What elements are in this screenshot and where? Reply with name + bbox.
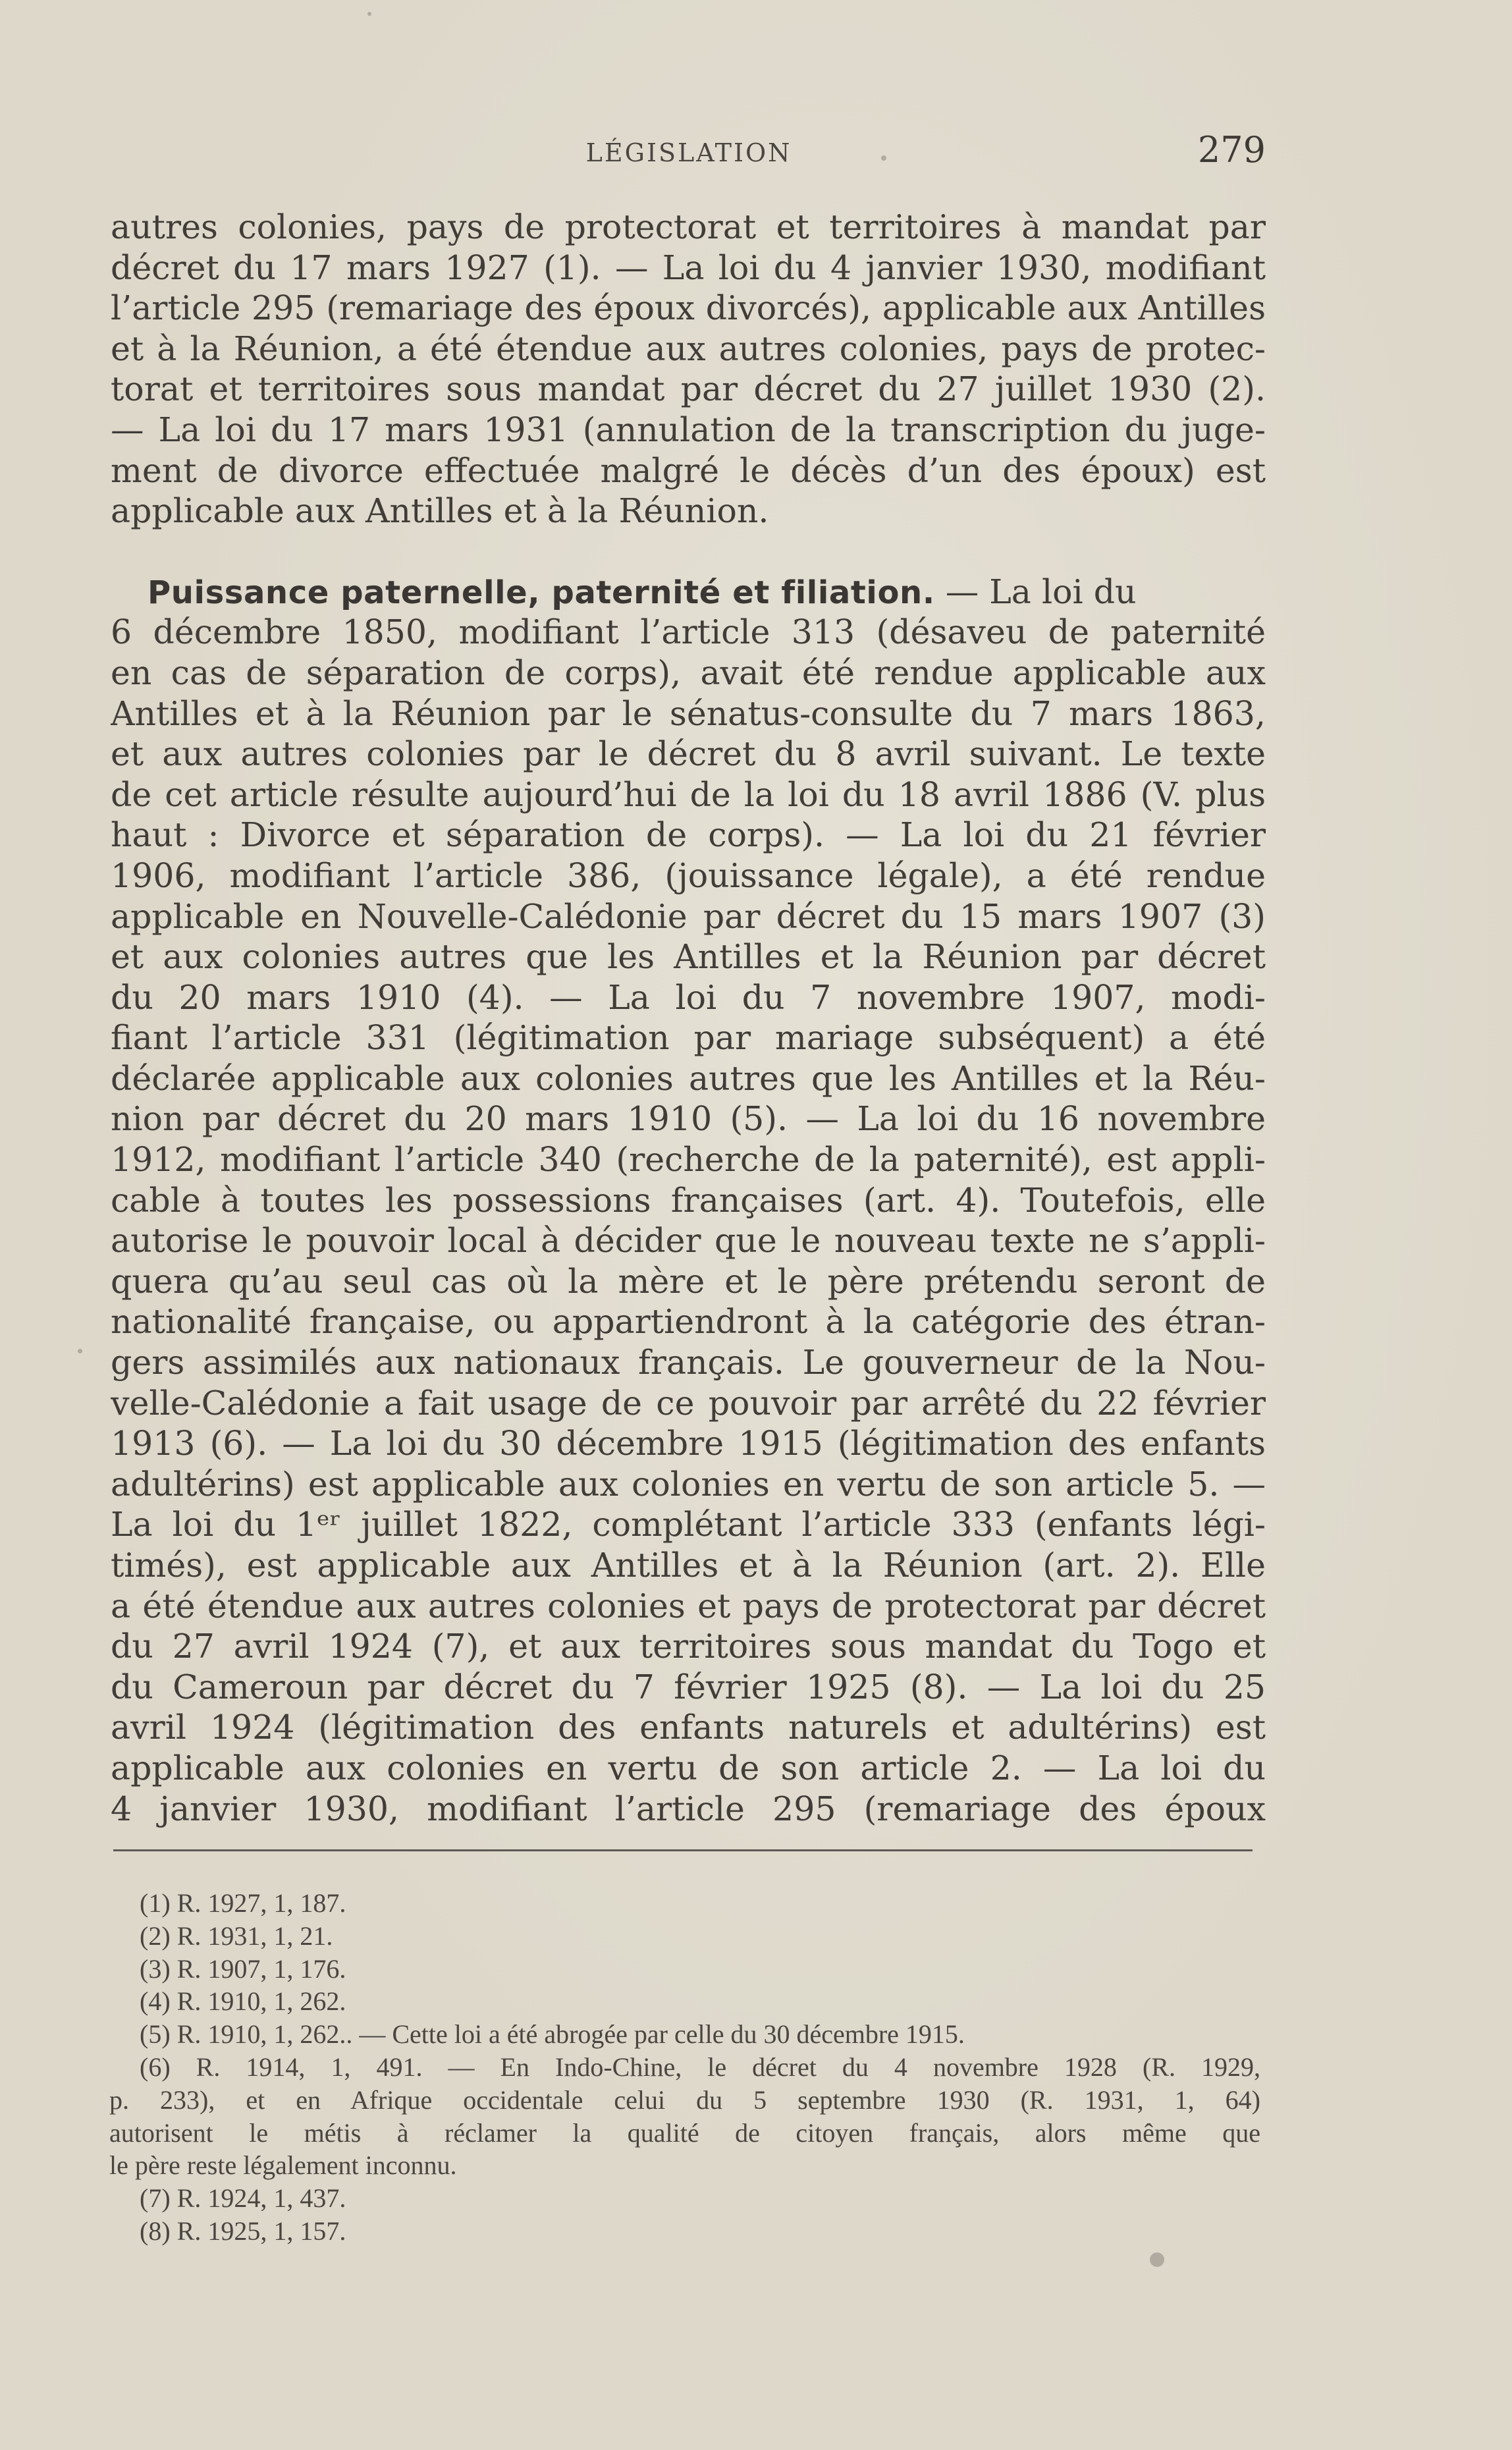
paper-speck	[1150, 2252, 1164, 2267]
text-line: a été étendue aux autres colonies et pays de protectorat par décret	[111, 1586, 1266, 1625]
text-line: l’article 295 (remariage des époux divorcés), applicable aux Antilles	[111, 288, 1266, 328]
text-line: décret du 17 mars 1927 (1). — La loi du 4 janvier 1930, modifiant	[111, 248, 1266, 287]
text-line: cable à toutes les possessions françaises (art. 4). Toutefois, elle	[111, 1180, 1266, 1220]
text-line: haut : Divorce et séparation de corps). — La loi du 21 février	[111, 815, 1266, 855]
text-line: et aux autres colonies par le décret du 8 avril suivant. Le texte	[111, 734, 1266, 774]
text-line: déclarée applicable aux colonies autres que les Antilles et la Réu-	[111, 1058, 1266, 1098]
text-line: ment de divorce effectuée malgré le décès d’un des époux) est	[111, 450, 1266, 490]
footnote-8: (8) R. 1925, 1, 157.	[140, 2216, 346, 2246]
paper-speck	[881, 155, 886, 161]
text-line: autorise le pouvoir local à décider que le nouveau texte ne s’appli-	[111, 1221, 1266, 1261]
text-line: adultérins) est applicable aux colonies en vertu de son article 5. —	[111, 1464, 1266, 1504]
section-first-line	[111, 572, 1266, 612]
text-line: du 20 mars 1910 (4). — La loi du 7 novembre 1907, modi-	[111, 977, 1266, 1017]
text-line: de cet article résulte aujourd’hui de la loi du 18 avril 1886 (V. plus	[111, 775, 1266, 814]
section-heading: Puissance paternelle, paternité et filiation.	[148, 574, 935, 611]
footnote-6: (6) R. 1914, 1, 491. — En Indo-Chine, le décret du 4 novembre 1928 (R. 1929,	[140, 2052, 1260, 2082]
text-line: 6 décembre 1850, modifiant l’article 313 (désaveu de paternité	[111, 612, 1266, 652]
text-line: 1913 (6). — La loi du 30 décembre 1915 (légitimation des enfants	[111, 1424, 1266, 1463]
text-line: avril 1924 (légitimation des enfants naturels et adultérins) est	[111, 1708, 1266, 1747]
footnotes	[109, 1887, 1260, 2248]
text-line: 4 janvier 1930, modifiant l’article 295 (remariage des époux	[111, 1789, 1266, 1828]
footnote-7: (7) R. 1924, 1, 437.	[140, 2183, 346, 2214]
text-line: 1906, modifiant l’article 386, (jouissance légale), a été rendue	[111, 856, 1266, 895]
section-first-line-rest: — La loi du	[934, 572, 1137, 611]
text-line: du Cameroun par décret du 7 février 1925 (8). — La loi du 25	[111, 1667, 1266, 1706]
text-line: applicable en Nouvelle-Calédonie par décret du 15 mars 1907 (3)	[111, 896, 1266, 936]
text-line: Antilles et à la Réunion par le sénatus-consulte du 7 mars 1863,	[111, 694, 1266, 733]
footnote-6-continuation: p. 233), et en Afrique occidentale celui du 5 septembre 1930 (R. 1931, 1, 64)	[109, 2084, 1260, 2115]
text-line: en cas de séparation de corps), avait été rendue applicable aux	[111, 653, 1266, 692]
text-line: du 27 avril 1924 (7), et aux territoires sous mandat du Togo et	[111, 1627, 1266, 1666]
page-header	[112, 129, 1266, 182]
footnote-6-continuation: autorisent le métis à réclamer la qualité de citoyen français, alors même que	[109, 2117, 1260, 2148]
text-line: et aux colonies autres que les Antilles et la Réunion par décret	[111, 937, 1266, 977]
text-line: quera qu’au seul cas où la mère et le père prétendu seront de	[111, 1261, 1266, 1301]
text-line: La loi du 1ᵉʳ juillet 1822, complétant l’article 333 (enfants légi-	[111, 1505, 1266, 1544]
text-line: applicable aux Antilles et à la Réunion.	[111, 491, 769, 531]
body-text	[111, 207, 1266, 1829]
text-line: — La loi du 17 mars 1931 (annulation de la transcription du juge-	[111, 410, 1266, 449]
text-line: 1912, modifiant l’article 340 (recherche de la paternité), est appli-	[111, 1140, 1266, 1180]
page-number: 279	[1197, 129, 1266, 171]
text-line: nationalité française, ou appartiendront à la catégorie des étran-	[111, 1302, 1266, 1342]
footnote-3: (3) R. 1907, 1, 176.	[140, 1953, 346, 1984]
text-line: torat et territoires sous mandat par décret du 27 juillet 1930 (2).	[111, 369, 1266, 409]
text-line: velle-Calédonie a fait usage de ce pouvoir par arrêté du 22 février	[111, 1383, 1266, 1423]
text-line: gers assimilés aux nationaux français. Le gouverneur de la Nou-	[111, 1343, 1266, 1382]
text-line: nion par décret du 20 mars 1910 (5). — La loi du 16 novembre	[111, 1099, 1266, 1139]
footnote-5: (5) R. 1910, 1, 262.. — Cette loi a été abrogée par celle du 30 décembre 1915.	[140, 2019, 965, 2050]
text-line: timés), est applicable aux Antilles et à la Réunion (art. 2). Elle	[111, 1546, 1266, 1585]
text-line: autres colonies, pays de protectorat et territoires à mandat par	[111, 207, 1266, 246]
paper-speck	[367, 12, 371, 16]
footnote-2: (2) R. 1931, 1, 21.	[140, 1920, 333, 1951]
text-line: applicable aux colonies en vertu de son article 2. — La loi du	[111, 1748, 1266, 1787]
footnote-separator	[113, 1849, 1253, 1851]
paper-speck	[78, 1349, 82, 1353]
footnote-6-continuation: le père reste légalement inconnu.	[109, 2150, 457, 2181]
running-head: LÉGISLATION	[585, 138, 792, 167]
text-line: fiant l’article 331 (légitimation par mariage subséquent) a été	[111, 1018, 1266, 1058]
text-line: et à la Réunion, a été étendue aux autres colonies, pays de protec-	[111, 329, 1266, 368]
footnote-1: (1) R. 1927, 1, 187.	[140, 1888, 346, 1918]
footnote-4: (4) R. 1910, 1, 262.	[140, 1986, 346, 2017]
